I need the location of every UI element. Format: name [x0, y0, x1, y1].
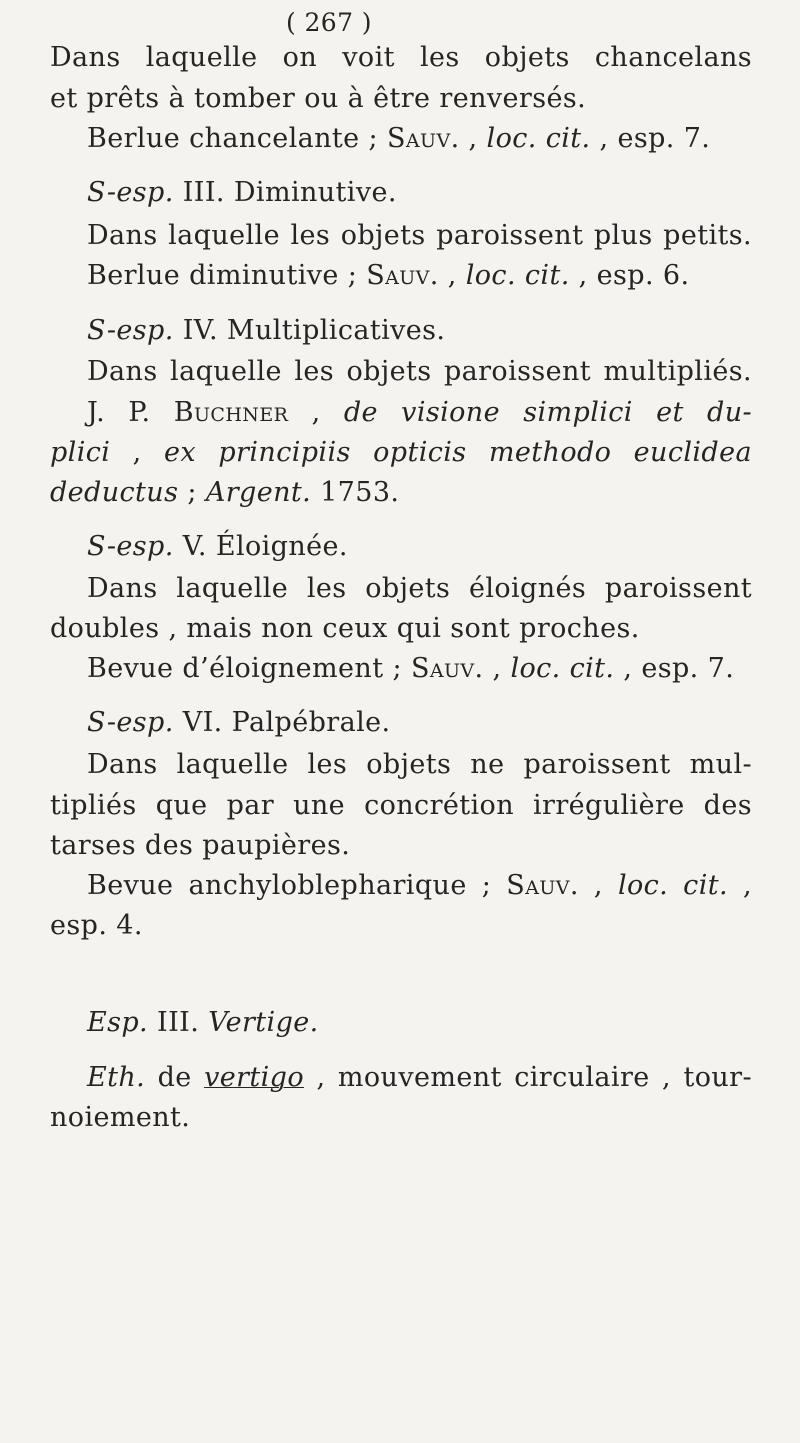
text-line [50, 909, 800, 943]
text-run: , esp. 7. [614, 653, 735, 684]
text-line [50, 612, 800, 646]
subspecies-heading [87, 706, 800, 740]
text-line [50, 1101, 800, 1135]
citation-italic: loc. cit. [510, 653, 615, 684]
heading-title: Vertige. [208, 1007, 319, 1038]
text-run: doubles , mais non ceux qui sont proches. [50, 613, 640, 644]
author-abbrev: Sauv. [506, 870, 579, 901]
author-abbrev: Sauv. [366, 260, 439, 291]
text-run: , esp. 6. [569, 260, 690, 291]
page-number: ( 267 ) [286, 8, 372, 37]
text-run: , [459, 123, 487, 154]
heading-title: V. Éloignée. [173, 531, 348, 562]
text-line [87, 652, 800, 686]
title-italic: de visione simplici et du- [343, 397, 753, 428]
text-run: Berlue chancelante ; [87, 123, 388, 154]
text-line [87, 122, 800, 156]
text-run: , [110, 437, 165, 468]
text-run: 1753. [311, 477, 400, 508]
text-run: , [288, 397, 344, 428]
text-run: Dans laquelle les objets éloignés paroissent [87, 573, 752, 604]
text-line [50, 41, 752, 75]
author-abbrev: Sauv. [387, 123, 460, 154]
text-run: Dans laquelle les objets paroissent plus petits. [87, 220, 752, 251]
citation-italic: loc. cit. [465, 260, 570, 291]
text-line [87, 748, 752, 782]
text-line [50, 789, 752, 823]
title-italic: plici [50, 437, 111, 468]
species-heading [87, 1006, 800, 1040]
heading-title: III. Diminutive. [173, 177, 397, 208]
text-line [50, 476, 800, 510]
text-line [87, 259, 800, 293]
subspecies-heading [87, 176, 800, 210]
text-run: Dans laquelle les objets ne paroissent mul- [87, 749, 752, 780]
subspecies-heading [87, 314, 800, 348]
citation-italic: loc. cit. [486, 123, 591, 154]
title-italic: deductus [50, 477, 179, 508]
author-abbrev: Sauv. [410, 653, 484, 684]
text-run: , [438, 260, 466, 291]
latin-word: vertigo [204, 1062, 305, 1093]
text-line [50, 436, 752, 470]
text-run: et prêts à tomber ou à être renversés. [50, 83, 587, 114]
place-italic: Argent. [205, 477, 312, 508]
text-run: , [483, 653, 511, 684]
text-run: Bevue d’éloignement ; [87, 653, 411, 684]
text-line [50, 829, 800, 863]
text-line [87, 219, 752, 253]
text-run: Dans laquelle on voit les objets chancelans [50, 42, 752, 73]
text-run: tarses des paupières. [50, 830, 351, 861]
etymology-line [87, 1061, 752, 1095]
text-line [87, 869, 752, 903]
text-run: ; [178, 477, 206, 508]
text-run: J. P. [87, 397, 174, 428]
text-line [87, 396, 752, 430]
text-line [87, 572, 752, 606]
heading-label: S-esp. [87, 707, 174, 738]
text-run: de [145, 1062, 205, 1093]
text-run: Dans laquelle les objets paroissent multipliés. [87, 356, 752, 387]
citation-italic: loc. cit. [617, 870, 728, 901]
text-run: , [578, 870, 618, 901]
author-name: Buchner [173, 397, 289, 428]
subspecies-heading [87, 530, 800, 564]
text-run: noiement. [50, 1102, 191, 1133]
heading-title: VI. Palpébrale. [173, 707, 391, 738]
text-run: , mouvement circulaire , tour- [304, 1062, 752, 1093]
text-run: , [727, 870, 753, 901]
heading-label: S-esp. [87, 315, 174, 346]
heading-label: S-esp. [87, 177, 174, 208]
text-run: esp. 4. [50, 910, 143, 941]
heading-label: Esp. [87, 1007, 149, 1038]
text-line [50, 82, 800, 116]
title-italic: ex principiis opticis methodo euclidea [164, 437, 752, 468]
text-run: Bevue anchyloblepharique ; [87, 870, 507, 901]
heading-title: IV. Multiplicatives. [173, 315, 446, 346]
text-run: , esp. 7. [590, 123, 711, 154]
text-run: Berlue diminutive ; [87, 260, 367, 291]
text-run: tipliés que par une concrétion irrégulière des [50, 790, 752, 821]
text-line [87, 355, 752, 389]
heading-label: S-esp. [87, 531, 174, 562]
heading-number: III. [148, 1007, 209, 1038]
etymology-label: Eth. [87, 1062, 146, 1093]
